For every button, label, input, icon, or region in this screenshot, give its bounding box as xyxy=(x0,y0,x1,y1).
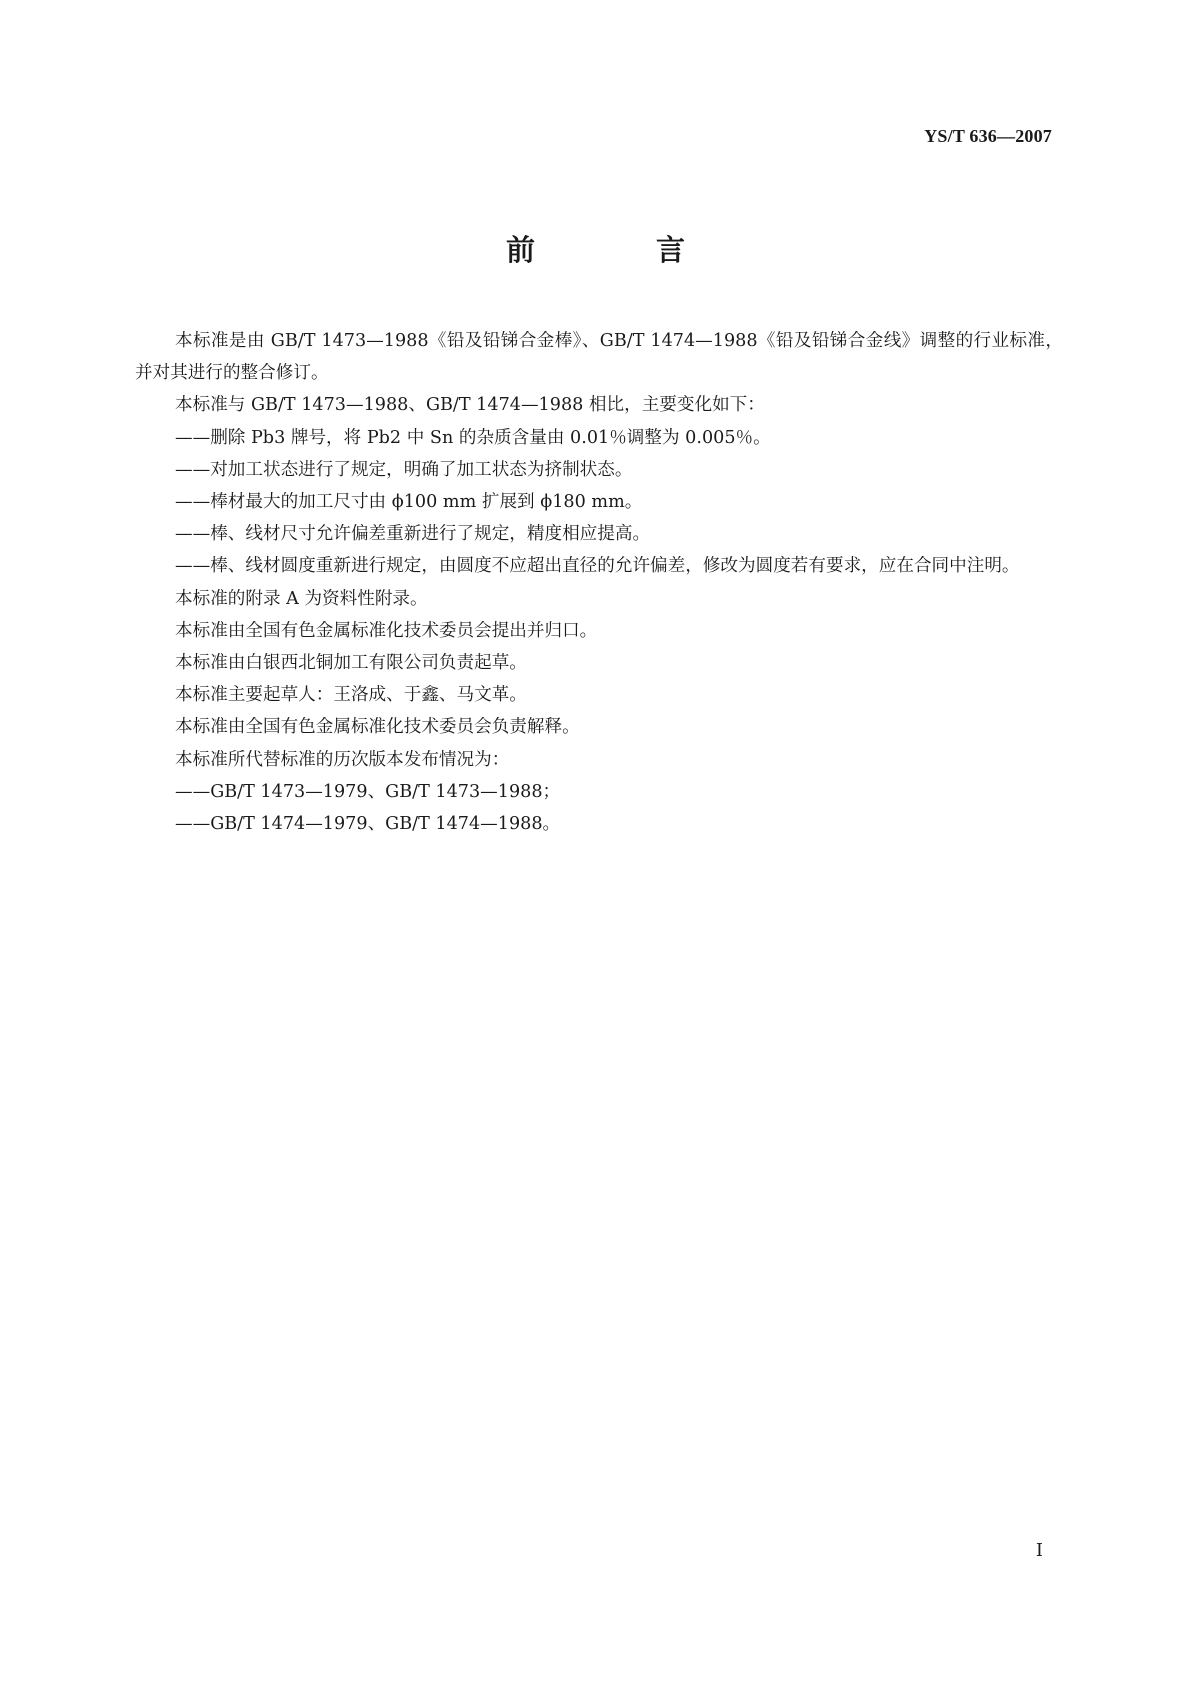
paragraph-interpretation: 本标准由全国有色金属标准化技术委员会负责解释。 xyxy=(175,717,580,738)
standard-code: YS/T 636—2007 xyxy=(924,126,1052,146)
change-item: ——棒材最大的加工尺寸由 ϕ100 mm 扩展到 ϕ180 mm。 xyxy=(175,492,643,513)
history-item: ——GB/T 1474—1979、GB/T 1474—1988。 xyxy=(175,814,561,835)
page-number: Ⅰ xyxy=(1035,1540,1043,1560)
change-item: ——对加工状态进行了规定，明确了加工状态为挤制状态。 xyxy=(175,459,633,480)
paragraph-history-intro: 本标准所代替标准的历次版本发布情况为： xyxy=(175,749,510,770)
paragraph-drafters: 本标准主要起草人：王洛成、于鑫、马文革。 xyxy=(175,685,527,706)
paragraph-changes-intro: 本标准与 GB/T 1473—1988、GB/T 1474—1988 相比，主要变化如下： xyxy=(175,395,765,416)
paragraph-origin: 本标准是由 GB/T 1473—1988《铅及铅锑合金棒》、GB/T 1474—1988《铅及铅锑合金线》调整的行业标准，并对其进行的整合修订。 xyxy=(135,331,1063,384)
paragraph-proposer: 本标准由全国有色金属标准化技术委员会提出并归口。 xyxy=(175,620,598,641)
history-item: ——GB/T 1473—1979、GB/T 1473—1988； xyxy=(175,781,561,802)
document-body xyxy=(135,325,1063,840)
change-item: ——删除 Pb3 牌号，将 Pb2 中 Sn 的杂质含量由 0.01％调整为 0.005％。 xyxy=(175,427,771,448)
change-item: ——棒、线材圆度重新进行规定，由圆度不应超出直径的允许偏差，修改为圆度若有要求，应在合同中注明。 xyxy=(175,556,1020,577)
paragraph-appendix: 本标准的附录 A 为资料性附录。 xyxy=(175,588,428,609)
paragraph-drafting-unit: 本标准由白银西北铜加工有限公司负责起草。 xyxy=(175,653,527,674)
page-title: 前 言 xyxy=(505,233,731,267)
change-item: ——棒、线材尺寸允许偏差重新进行了规定，精度相应提高。 xyxy=(175,524,651,545)
